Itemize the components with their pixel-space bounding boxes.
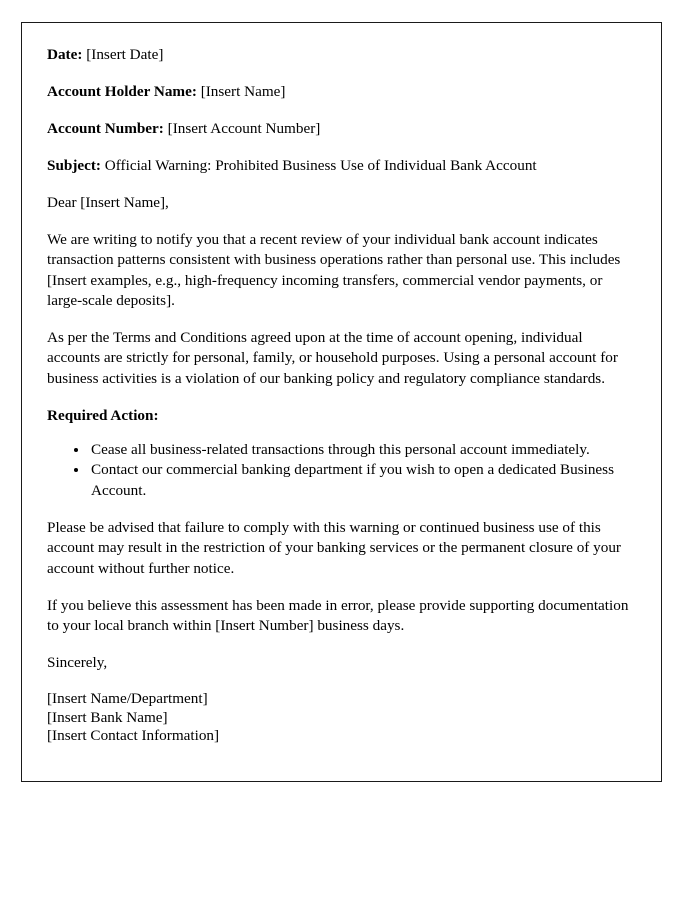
document-page [21,22,662,782]
field-account-holder-name [47,82,631,102]
letter-body [22,23,661,746]
list-item: • Cease all business-related transactions through this personal account immediately. [89,440,631,460]
field-account-number-label: Account Number: [47,120,164,137]
body-paragraph-3: Please be advised that failure to comply with this warning or continued business use of this account may result in the restriction of your banking services or the permanent closure of your account without further notice. [47,518,621,577]
signature-line: [Insert Name/Department] [47,690,208,708]
field-account-number-value: [Insert Account Number] [167,120,321,137]
field-account-holder-name-value: [Insert Name] [200,83,286,100]
body-paragraph-4: If you believe this assessment has been made in error, please provide supporting documentation to your local branch within [Insert Number] business days. [47,596,629,635]
body-paragraph-2: As per the Terms and Conditions agreed upon at the time of account opening, individual accounts are strictly for personal, family, or household purposes. Using a personal account for business activities is a violation of our banking policy and regulatory compliance standards. [47,329,618,387]
field-date-value: [Insert Date] [86,46,164,63]
list-item: • Contact our commercial banking department if you wish to open a dedicated Business Account. [89,460,631,501]
field-subject [47,156,631,176]
field-account-holder-name-label: Account Holder Name: [47,83,197,100]
body-paragraph-1: We are writing to notify you that a recent review of your individual bank account indicates transaction patterns consistent with business operations rather than personal use. This includes [Insert examples, e.g., high-frequency incoming transfers, commercial vendor payments, or large-scale deposits]. [47,231,621,309]
required-action-heading: Required Action: [47,407,159,425]
salutation: Dear [Insert Name], [47,194,169,211]
field-date [47,45,631,65]
field-date-label: Date: [47,46,83,63]
field-subject-label: Subject: [47,157,101,174]
signature-line: [Insert Bank Name] [47,708,168,726]
required-action-list [47,440,631,501]
field-account-number [47,119,631,139]
signature-block [47,690,631,746]
signature-line: [Insert Contact Information] [47,727,220,745]
field-subject-value: Official Warning: Prohibited Business Use of Individual Bank Account [104,157,537,174]
closing-line: Sincerely, [47,654,108,672]
